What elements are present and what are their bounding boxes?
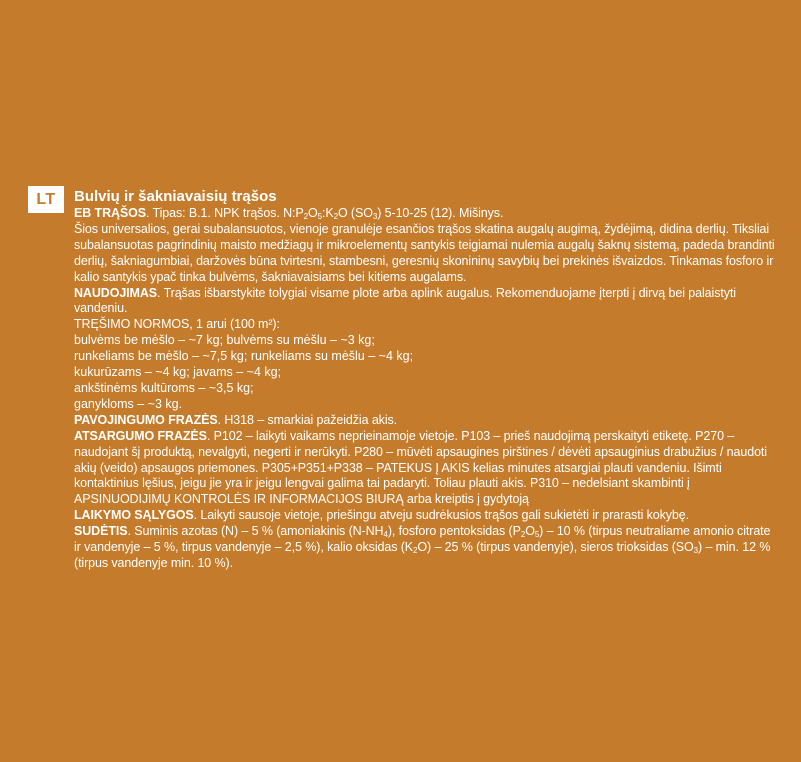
composition-label: SUDĖTIS: [74, 524, 128, 539]
composition-text: . Suminis azotas (N) – 5 % (amoniakinis (N-NH: [127, 524, 384, 539]
composition-text: ) – 10 % (tirpus neutraliame amonio citrate ir vandenyje – 5 %, tirpus vandenyje – 2,5 %), kalio oksidas (K: [74, 524, 771, 555]
composition-text: ) – min. 12 % (tirpus vandenyje min. 10 %).: [74, 540, 771, 570]
subscript: 3: [372, 212, 378, 221]
subscript: 3: [693, 546, 699, 556]
storage-section: [74, 508, 778, 524]
usage-text: . Trąšas išbarstykite tolygiai visame plote arba aplink augalus. Rekomenduojame įterpti į dirvą bei palaistyti vandeniu.: [74, 285, 736, 316]
norms-item: runkeliams be mėšlo – ~7,5 kg; runkeliams su mėšlu – ~4 kg;: [74, 349, 414, 364]
composition-text: O) – 25 % (tirpus vandenyje), sieros trioksidas (SO: [417, 540, 694, 555]
composition-text: O: [525, 524, 535, 539]
eb-text: ) 5-10-25 (12). Mišinys.: [377, 206, 504, 220]
precaution-text: . P102 – laikyti vaikams neprieinamoje vietoje. P103 – prieš naudojimą perskaityti etiketę. P270 – naudojant šį produktą, nevalgyti, negerti ir nerūkyti. P280 – mūvėti apsaugines pirštines / dėvėti apsauginius drabužius / naudoti akių (veido) apsaugos priemones. P305+P351+P338 – PATEKUS Į AKIS kelias minutes atsargiai plauti vandeniu. Išimti kontaktinius lęšius, jeigu jie yra ir jeigu lengvai galima tai padaryti. Toliau plauti akis. P310 – nedelsiant skambinti į APSINUODIJIMŲ KONTROLĖS IR INFORMACIJOS BIURĄ arba kreiptis į gydytoją: [74, 428, 767, 507]
eb-text: :K: [321, 206, 334, 220]
product-label-text: [74, 188, 778, 572]
subscript: 5: [534, 530, 540, 540]
subscript: 2: [303, 212, 308, 221]
composition-section: [74, 524, 778, 572]
precaution-section: [74, 429, 778, 509]
norms-item: kukurūzams – ~4 kg; javams – ~4 kg;: [74, 365, 282, 380]
usage-section: [74, 286, 778, 318]
composition-text: ), fosforo pentoksidas (P: [387, 524, 521, 539]
subscript: 2: [520, 530, 526, 540]
norms-item: ganykloms – ~3 kg.: [74, 396, 183, 411]
precaution-label: ATSARGUMO FRAZĖS: [74, 428, 207, 443]
eb-text: . Tipas: B.1. NPK trąšos. N:P: [146, 206, 304, 220]
eb-text: O (SO: [337, 206, 373, 220]
product-title: Bulvių ir šakniavaisių trąšos: [74, 188, 277, 205]
eb-label: EB TRĄŠOS: [74, 206, 147, 220]
hazard-label: PAVOJINGUMO FRAZĖS: [74, 412, 218, 427]
storage-label: LAIKYMO SĄLYGOS: [74, 508, 194, 523]
usage-label: NAUDOJIMAS: [74, 285, 158, 300]
hazard-text: . H318 – smarkiai pažeidžia akis.: [217, 412, 398, 427]
product-description: Šios universalios, gerai subalansuotos, vienoje granulėje esančios trąšos skatina augalų augimą, žydėjimą, didina derlių. Tiksliai subalansuotas pagrindinių maisto medžiagų ir mikroelementų santykis teigiamai nulemia augalų šaknų sistemą, padeda brandinti derlių, šakniagumbiai, daržovės būna tvirtesni, stambesni, geresnių skonininų savybių bei prekinės išvaizdos. Tinkamas fosforo ir kalio santykis ypač tinka bulvėms, šakniavaisiams bei kitiems augalams.: [74, 221, 775, 284]
norms-item: ankštinėms kultūroms – ~3,5 kg;: [74, 380, 254, 395]
hazard-section: [74, 413, 778, 429]
subscript: 2: [333, 212, 338, 221]
storage-text: . Laikyti sausoje vietoje, priešingu atveju sudrėkusios trąšos gali sukietėti ir prarasti kokybę.: [193, 508, 689, 523]
subscript: 2: [413, 546, 418, 556]
subscript: 5: [317, 212, 322, 221]
subscript: 4: [383, 530, 388, 540]
eb-section: [74, 206, 778, 222]
norms-item: bulvėms be mėšlo – ~7 kg; bulvėms su mėšlu – ~3 kg;: [74, 333, 375, 348]
eb-text: O: [307, 206, 318, 220]
norms-heading: TRĘŠIMO NORMOS, 1 arui (100 m²):: [74, 317, 280, 332]
norms-list: [74, 333, 778, 413]
language-badge: LT: [28, 186, 64, 213]
